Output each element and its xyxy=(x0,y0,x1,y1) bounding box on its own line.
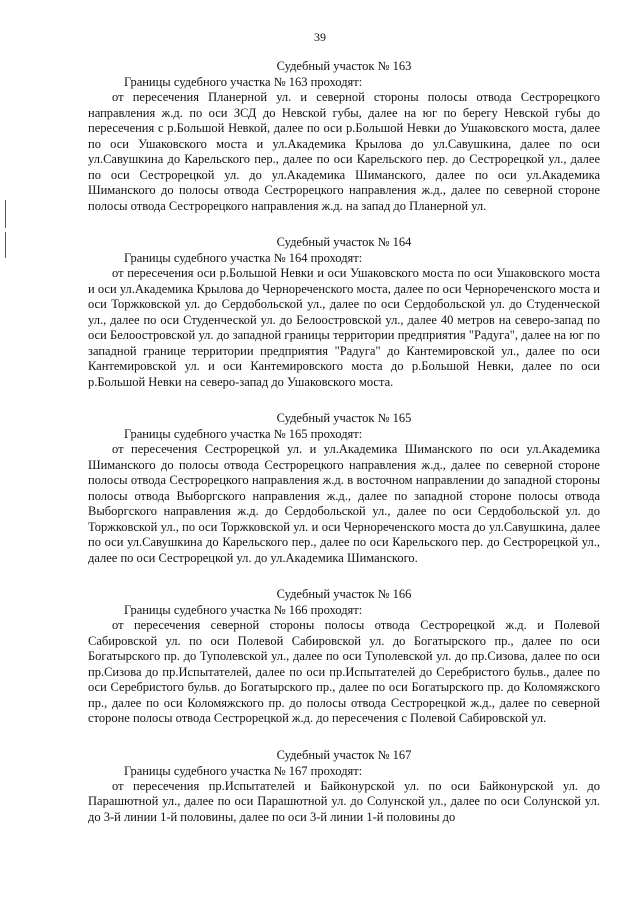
section-intro: Границы судебного участка № 165 проходят: xyxy=(124,427,363,441)
section-166 xyxy=(88,586,600,727)
margin-mark-top xyxy=(5,200,6,228)
section-title: Судебный участок № 165 xyxy=(276,411,412,425)
page-number: 39 xyxy=(314,30,326,44)
section-text: от пересечения оси р.Большой Невки и оси Ушаковского моста по оси Ушаковского моста и оси ул.Академика Крылова до Чернореченского моста, далее по оси Чернореченского моста и оси Торжковской ул. до Сердобольской ул., далее по оси Сердобольской ул. до Студенческой ул., далее по оси Студенческой ул. до Белоостровской ул., далее 40 метров на северо-запад по оси Белоостровской ул. до западной границы территории предприятия "Радуга", далее на юг по западной границе территории предприятия "Радуга" до Кантемировской ул., далее по оси Кантемировской ул. и оси Кантемировского моста до р.Большой Невки, далее по оси р.Большой Невки на северо-запад до Ушаковского моста. xyxy=(88,266,600,389)
section-text: от пересечения Сестрорецкой ул. и ул.Академика Шиманского по оси ул.Академика Шиманского до полосы отвода Сестрорецкого направления ж.д., далее по северной стороне полосы отвода Сестрорецкого направления ж.д. в восточном направлении до западной стороны полосы отвода Выборгского направления ж.д., далее по западной стороне полосы отвода Выборгского направления ж.д. до Сердобольской ул., далее по оси Сердобольской ул. до Торжковской ул., по оси Торжковской ул. и оси Чернореченского моста до ул.Савушкина, далее по оси ул.Савушкина до Карельского пер., далее по оси Карельского пер. до Сестрорецкой ул., далее по оси Сестрорецкой ул. до ул.Академика Шиманского. xyxy=(88,442,600,565)
section-163 xyxy=(88,58,600,214)
section-text: от пересечения северной стороны полосы отвода Сестрорецкой ж.д. и Полевой Сабировской ул. по оси Полевой Сабировской ул. до Богатырского пр., далее по оси Богатырского пр. до Туполевской ул., далее по оси Туполевской ул. до пр.Сизова, далее по оси пр.Сизова до пр.Испытателей, далее по оси пр.Испытателей до Серебристого бульв., далее по оси Серебристого бульв. до Богатырского пр., далее по оси Богатырского пр. до Коломяжского пр., далее по оси Коломяжского пр. до полосы отвода Сестрорецкой ж.д., далее по северной стороне полосы отвода Сестрорецкой ж.д. до пересечения с Полевой Сабировской ул. xyxy=(88,618,600,725)
margin-mark-bottom xyxy=(5,232,6,258)
section-title: Судебный участок № 166 xyxy=(276,587,412,601)
section-title: Судебный участок № 164 xyxy=(276,235,412,249)
section-164 xyxy=(88,234,600,390)
section-title: Судебный участок № 163 xyxy=(276,59,412,73)
document-body xyxy=(88,58,600,845)
section-165 xyxy=(88,410,600,566)
section-intro: Границы судебного участка № 167 проходят: xyxy=(124,763,363,778)
section-intro: Границы судебного участка № 166 проходят: xyxy=(124,603,363,617)
section-text: от пересечения Планерной ул. и северной стороны полосы отвода Сестрорецкого направления ж.д. по оси ЗСД до Невской губы, далее на юг по берегу Невской губы до пересечения с р.Большой Невкой, далее по оси р.Большой Невки до Ушаковского моста, далее по оси Ушаковского моста и ул.Академика Крылова до ул.Савушкина, далее по оси ул.Савушкина до Карельского пер., далее по оси Карельского пер. до Сестрорецкой ул., далее по оси Сестрорецкой ул. до ул.Академика Шиманского, далее по оси ул.Академика Шиманского до полосы отвода Сестрорецкого направления ж.д., далее по северной стороне полосы отвода Сестрорецкого направления ж.д. на запад до Планерной ул. xyxy=(88,90,600,213)
section-text: от пересечения пр.Испытателей и Байконурской ул. по оси Байконурской ул. до Парашютной ул., далее по оси Парашютной ул. до Солунской ул., далее по оси Солунской ул. до 3-й линии 1-й половины, далее по оси 3-й линии 1-й половины до xyxy=(88,778,600,824)
section-title: Судебный участок № 167 xyxy=(276,747,412,762)
section-167 xyxy=(88,747,600,826)
section-intro: Границы судебного участка № 164 проходят: xyxy=(124,251,363,265)
section-intro: Границы судебного участка № 163 проходят: xyxy=(124,75,363,89)
